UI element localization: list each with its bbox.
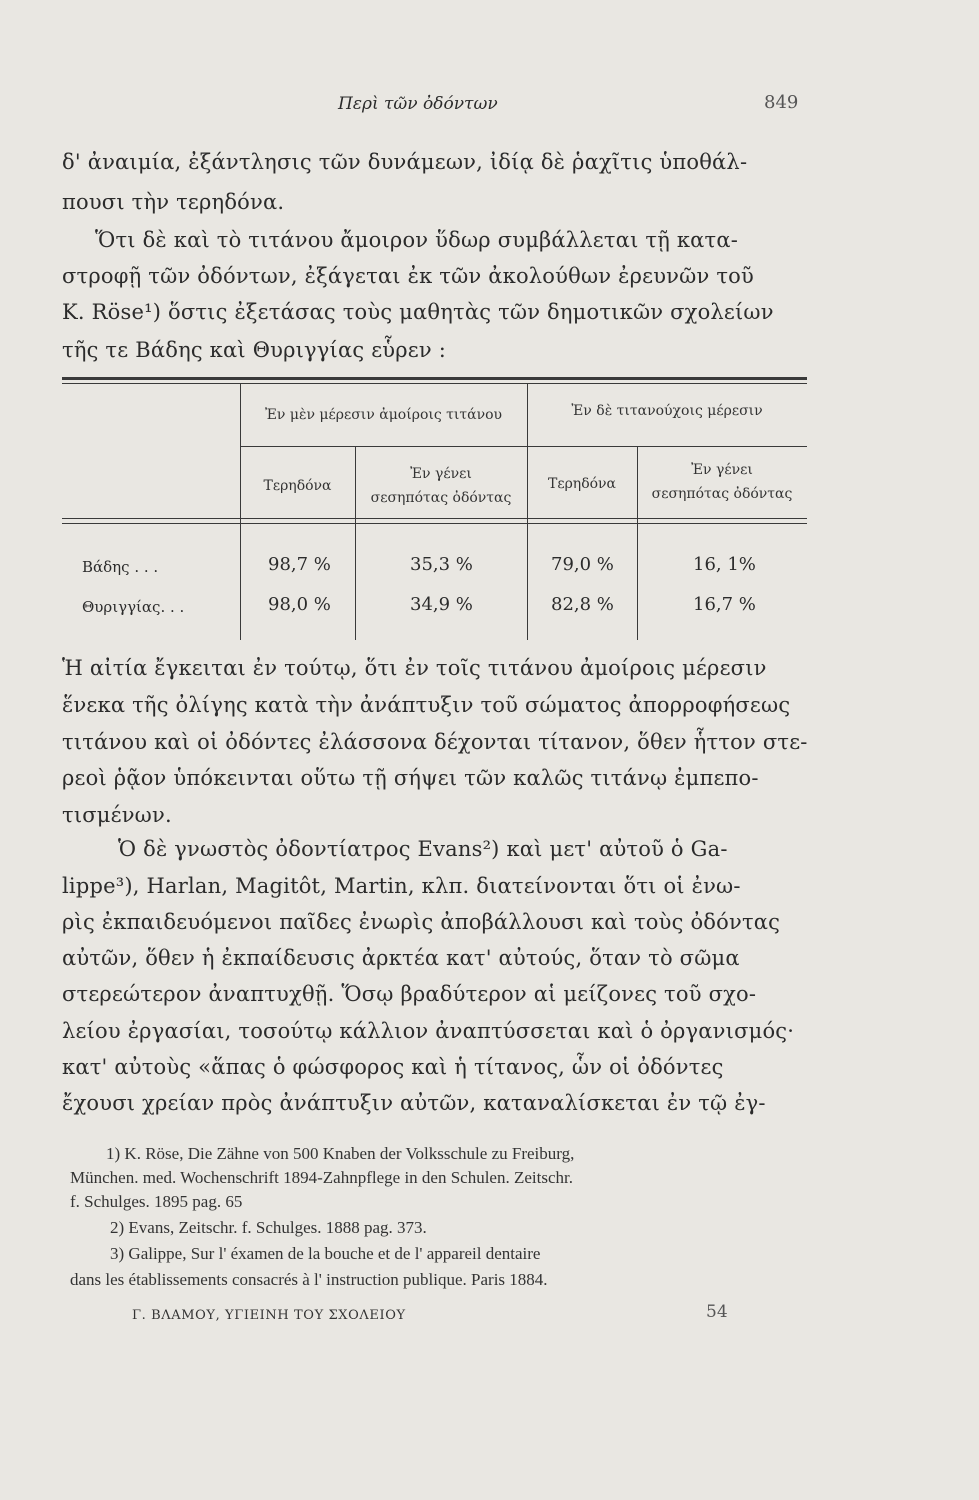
table-subheader-rule: [240, 446, 807, 447]
body-line: Ἡ αἰτία ἔγκειται ἐν τούτῳ, ὅτι ἐν τοῖς τιτάνου ἀμοίροις μέρεσιν: [62, 656, 767, 680]
footnote-line: f. Schulges. 1895 pag. 65: [70, 1192, 243, 1211]
footnote-line: 2) Evans, Zeitschr. f. Schulges. 1888 pag. 373.: [110, 1218, 427, 1237]
table-group-header: Ἐν δὲ τιτανούχοις μέρεσιν: [571, 403, 763, 419]
body-line: στροφῇ τῶν ὀδόντων, ἐξάγεται ἐκ τῶν ἀκολούθων ἐρευνῶν τοῦ: [62, 264, 754, 288]
table-top-rule-thin: [62, 383, 807, 384]
table-header-rule: [62, 518, 807, 519]
table-cell: 16, 1%: [693, 554, 756, 575]
table-cell: 35,3 %: [410, 554, 473, 575]
running-title: Περὶ τῶν ὀδόντων: [338, 94, 498, 114]
body-line: δ' ἀναιμία, ἐξάντλησις τῶν δυνάμεων, ἰδίᾳ δὲ ῥαχῖτις ὑποθάλ-: [62, 150, 748, 174]
body-line: κατ' αὐτοὺς «ἅπας ὁ φώσφορος καὶ ἡ τίτανος, ὧν οἱ ὀδόντες: [62, 1055, 724, 1079]
table-subheader: Τερηδόνα: [547, 476, 617, 492]
table-cell: 98,7 %: [268, 554, 331, 575]
footnote-line: 1) K. Röse, Die Zähne von 500 Knaben der Volksschule zu Freiburg,: [106, 1144, 575, 1163]
body-line: ἔχουσι χρείαν πρὸς ἀνάπτυξιν αὐτῶν, καταναλίσκεται ἐν τῷ ἐγ-: [62, 1091, 766, 1115]
table-cell: 98,0 %: [268, 594, 331, 615]
body-line: lippe³), Harlan, Magitôt, Martin, κλπ. διατείνονται ὅτι οἱ ἐνω-: [62, 874, 741, 898]
footnote-line: dans les établissements consacrés à l' instruction publique. Paris 1884.: [70, 1270, 548, 1289]
table-cell: 34,9 %: [410, 594, 473, 615]
table-subheader: σεσηπότας ὀδόντας: [651, 486, 793, 502]
table-subheader: Ἐν γένει: [410, 466, 472, 482]
table-cell: 82,8 %: [551, 594, 614, 615]
body-line: ἕνεκα τῆς ὀλίγης κατὰ τὴν ἀνάπτυξιν τοῦ σώματος ἀπορροφήσεως: [62, 693, 791, 717]
table-cell: 16,7 %: [693, 594, 756, 615]
table-group-header: Ἐν μὲν μέρεσιν ἀμοίροις τιτάνου: [264, 407, 503, 423]
body-line: αὐτῶν, ὅθεν ἡ ἐκπαίδευσις ἀρκτέα κατ' αὐτούς, ὅταν τὸ σῶμα: [62, 946, 740, 970]
page-number: 849: [764, 92, 799, 113]
body-line: πουσι τὴν τερηδόνα.: [62, 190, 285, 214]
table-header-rule-thin: [62, 523, 807, 524]
table-vline: [527, 384, 528, 640]
body-line: Ὅτι δὲ καὶ τὸ τιτάνου ἄμοιρον ὕδωρ συμβάλλεται τῇ κατα-: [95, 228, 739, 252]
table-subheader: Ἐν γένει: [691, 462, 753, 478]
body-line: τῆς τε Βάδης καὶ Θυριγγίας εὗρεν :: [62, 338, 447, 362]
signature-number: 54: [706, 1302, 728, 1322]
footer-signature: Γ. ΒΛΑΜΟΥ, ΥΓΙΕΙΝΗ ΤΟΥ ΣΧΟΛΕΙΟΥ: [132, 1308, 406, 1323]
body-line: στερεώτερον ἀναπτυχθῇ. Ὅσῳ βραδύτερον αἱ μείζονες τοῦ σχο-: [62, 982, 757, 1006]
table-subheader: σεσηπότας ὀδόντας: [370, 490, 512, 506]
footnote-line: München. med. Wochenschrift 1894-Zahnpflege in den Schulen. Zeitschr.: [70, 1168, 573, 1187]
footnote-line: 3) Galippe, Sur l' éxamen de la bouche et de l' appareil dentaire: [110, 1244, 541, 1263]
table-row-label: Βάδης . . .: [82, 558, 159, 576]
table-subheader: Τερηδόνα: [263, 478, 332, 494]
body-line: λείου ἐργασίαι, τοσούτῳ κάλλιον ἀναπτύσσεται καὶ ὁ ὀργανισμός·: [62, 1019, 795, 1043]
body-line: ρεοὶ ῥᾷον ὑπόκεινται οὕτω τῇ σήψει τῶν καλῶς τιτάνῳ ἐμπεπο-: [62, 766, 759, 790]
body-line: Κ. Röse¹) ὅστις ἐξετάσας τοὺς μαθητὰς τῶν δημοτικῶν σχολείων: [62, 300, 774, 324]
table-top-rule: [62, 377, 807, 380]
body-line: Ὁ δὲ γνωστὸς ὀδοντίατρος Evans²) καὶ μετ' αὐτοῦ ὁ Ga-: [118, 837, 728, 861]
table-cell: 79,0 %: [551, 554, 614, 575]
body-line: τιτάνου καὶ οἱ ὀδόντες ἐλάσσονα δέχονται τίτανον, ὅθεν ἧττον στε-: [62, 730, 808, 754]
table-row-label: Θυριγγίας. . .: [82, 598, 185, 616]
body-line: τισμένων.: [62, 803, 172, 827]
body-line: ρὶς ἐκπαιδευόμενοι παῖδες ἐνωρὶς ἀποβάλλουσι καὶ τοὺς ὀδόντας: [62, 910, 781, 934]
